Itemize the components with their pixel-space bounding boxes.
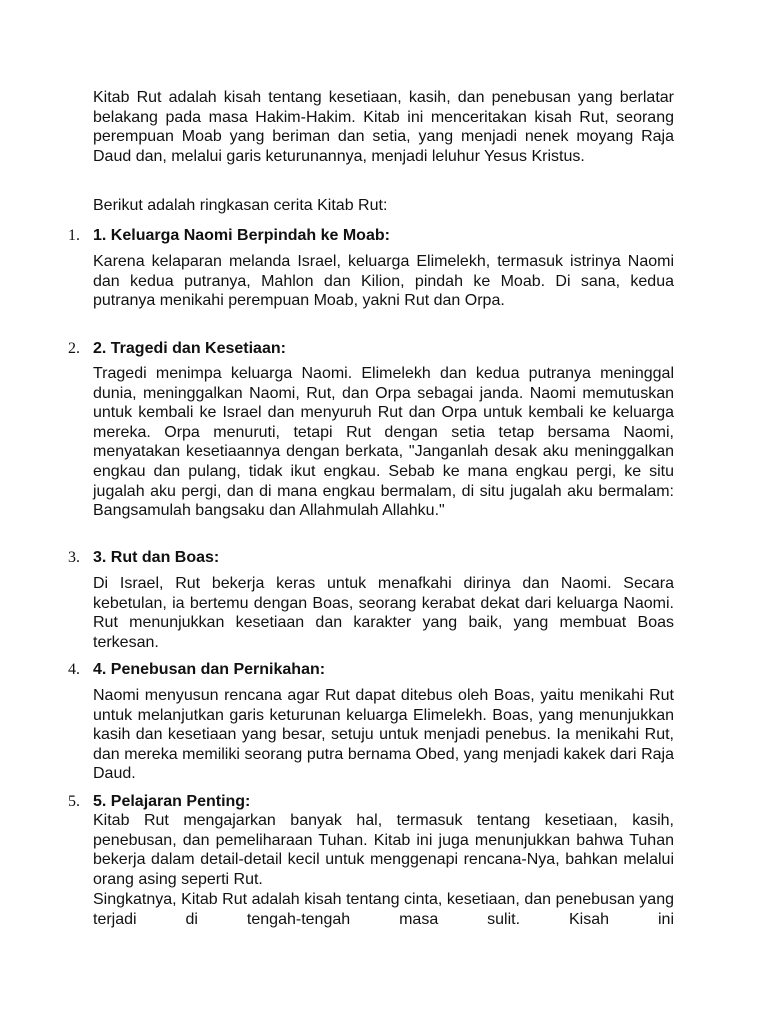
section-heading-1: 1. Keluarga Naomi Berpindah ke Moab: — [93, 227, 390, 244]
section-heading-3: 3. Rut dan Boas: — [93, 549, 220, 566]
section-body-2: Tragedi menimpa keluarga Naomi. Elimelekh dan kedua putranya meninggal dunia, meninggalkan Naomi, Rut, dan Orpa sebagai janda. Naomi memutuskan untuk kembali ke Israel dan menyuruh Rut dan Orpa untuk kembali ke keluarga mereka. Orpa menuruti, tetapi Rut dengan setia tetap bersama Naomi, menyatakan kesetiaannya dengan berkata, "Janganlah desak aku meninggalkan engkau dan pulang, tidak ikut engkau. Sebab ke mana engkau pergi, ke situ jugalah aku pergi, dan di mana engkau bermalam, di situ jugalah aku bermalam: Bangsamulah bangsaku dan Allahmulah Allahku." — [93, 365, 674, 520]
section-heading-4: 4. Penebusan dan Pernikahan: — [93, 661, 326, 678]
list-marker-1: 1. — [68, 227, 80, 244]
list-marker-5: 5. — [68, 793, 80, 810]
section-heading-2: 2. Tragedi dan Kesetiaan: — [93, 340, 286, 357]
section-body-1: Karena kelaparan melanda Israel, keluarga Elimelekh, termasuk istrinya Naomi dan kedua putranya, Mahlon dan Kilion, pindah ke Moab. Di sana, kedua putranya menikahi perempuan Moab, yakni Rut dan Orpa. — [93, 253, 674, 310]
summary-intro-paragraph: Berikut adalah ringkasan cerita Kitab Rut: — [93, 197, 388, 214]
closing-paragraph: Singkatnya, Kitab Rut adalah kisah tentang cinta, kesetiaan, dan penebusan yang terjadi di tengah-tengah masa sulit. Kisah ini — [93, 891, 674, 928]
section-body-3: Di Israel, Rut bekerja keras untuk menafkahi dirinya dan Naomi. Secara kebetulan, ia bertemu dengan Boas, seorang kerabat dekat dari keluarga Naomi. Rut menunjukkan kesetiaan dan karakter yang baik, yang membuat Boas terkesan. — [93, 575, 674, 651]
list-marker-3: 3. — [68, 549, 80, 566]
section-body-4: Naomi menyusun rencana agar Rut dapat ditebus oleh Boas, yaitu menikahi Rut untuk melanjutkan garis keturunan keluarga Elimelekh. Boas, yang menunjukkan kasih dan kesetiaan yang besar, setuju untuk menjadi penebus. Ia menikahi Rut, dan mereka memiliki seorang putra bernama Obed, yang menjadi kakek dari Raja Daud. — [93, 687, 674, 783]
list-marker-2: 2. — [68, 340, 80, 357]
list-marker-4: 4. — [68, 661, 80, 678]
section-heading-5: 5. Pelajaran Penting: — [93, 793, 251, 810]
intro-paragraph: Kitab Rut adalah kisah tentang kesetiaan, kasih, dan penebusan yang berlatar belakang pada masa Hakim-Hakim. Kitab ini menceritakan kisah Rut, seorang perempuan Moab yang beriman dan setia, yang menjadi nenek moyang Raja Daud dan, melalui garis keturunannya, menjadi leluhur Yesus Kristus. — [93, 89, 674, 165]
section-body-5: Kitab Rut mengajarkan banyak hal, termasuk tentang kesetiaan, kasih, penebusan, dan pemeliharaan Tuhan. Kitab ini juga menunjukkan bahwa Tuhan bekerja dalam detail-detail kecil untuk menggenapi rencana-Nya, bahkan melalui orang asing seperti Rut. — [93, 812, 674, 888]
